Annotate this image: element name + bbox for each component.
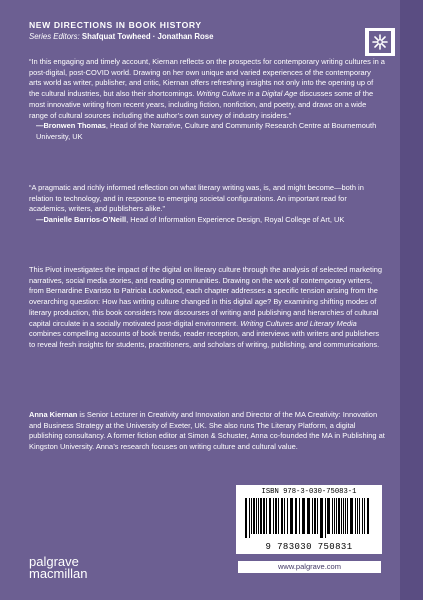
barcode-bar [325, 498, 326, 538]
quote1-text-a: “In this engaging and timely account, Kiernan reflects on the prospects for contemporary writing cultures in a post-digital, post-COVID world. Drawing on her own unique and varied experiences of the contemporary arts world as writer, publisher, and critic, Kiernan offers refreshing insights not only into the opening up of the cultural industries, but also their shortcomings. [29, 57, 385, 99]
barcode-box [236, 485, 382, 554]
author-bio [29, 410, 385, 453]
quote1-text-b: discusses some of the most innovative writing from recent years, including fiction, nonfiction, and poetry, and draws on a wide range of cultural sources including the author’s own survey of industry insiders.” [29, 89, 374, 120]
barcode-bar [284, 498, 285, 534]
barcode-bar [256, 498, 257, 534]
publisher-logo-line1: palgrave [29, 554, 79, 569]
barcode-bar [269, 498, 271, 534]
author-bio-text: is Senior Lecturer in Creativity and Innovation and Director of the MA Creativity: Innovation and Business Strategy at the University of Exeter, UK. She also runs The Literary Platform, a digital publishing consultancy. A former fiction editor at Simon & Schuster, Anna co-founded the MA in Publishing at Kingston University. Anna’s research focuses on writing culture and cultural value. [29, 410, 385, 452]
barcode-bar [347, 498, 348, 534]
quote2-attribution-role: , Head of Information Experience Design, Royal College of Art, UK [126, 215, 345, 225]
barcode-bar [355, 498, 356, 534]
series-editors-names: Shafquat Towheed · Jonathan Rose [81, 32, 214, 41]
barcode-bar [343, 498, 344, 534]
barcode-bar [295, 498, 297, 534]
pivot-badge [365, 28, 395, 56]
publisher-logo-line2: macmillan [29, 566, 88, 581]
barcode-bar [275, 498, 277, 534]
barcode-bar [307, 498, 310, 534]
barcode-bar [317, 498, 318, 534]
barcode-bar [290, 498, 293, 534]
barcode-bar [251, 498, 252, 534]
barcode-bar [253, 498, 255, 534]
spine-strip [400, 0, 423, 600]
pivot-star-icon [369, 31, 391, 53]
description-text-b: combines compelling accounts of book trends, reader reception, and interviews with writers and publishers to reveal fresh insights for students, practitioners, and scholars of writing, publishing, and communications. [29, 329, 380, 349]
quote1-attribution-name: —Bronwen Thomas [36, 121, 106, 131]
barcode-bar [260, 498, 262, 534]
barcode-digits: 9 783030 750831 [265, 542, 353, 552]
quote2-text: “A pragmatic and richly informed reflection on what literary writing was, is, and might become—both in relation to technology, and in response to emerging societal configurations. An important read for academics, writers, and publishers alike.” [29, 183, 364, 214]
description-text-a: This Pivot investigates the impact of the digital on literary culture through the analysis of selected marketing narratives, social media stories, and reading communities. Drawing on the work of contemporary writers, from Bernardine Evaristo to Patricia Lockwood, each chapter addresses a specific tension arising from the overarching question: How has writing culture changed in this digital age? By examining shifting modes of literary production, this book considers how discourses of writing and publishing and hierarchies of cultural capital circulate in a socially motivated post-digital environment. [29, 265, 383, 328]
barcode-bar [332, 498, 333, 534]
barcode-bar [320, 498, 323, 538]
barcode-bar [327, 498, 330, 534]
description-book-title: Writing Cultures and Literary Media [240, 318, 357, 328]
barcode-bar [341, 498, 342, 534]
barcode-bar [338, 498, 340, 534]
barcode-bar [287, 498, 288, 534]
isbn-label: ISBN 978-3-030-75083-1 [261, 488, 357, 496]
barcode-bar [334, 498, 335, 534]
barcode-bar [258, 498, 259, 534]
barcode-bar [273, 498, 274, 534]
author-name: Anna Kiernan [29, 410, 78, 419]
barcode-bar [245, 498, 247, 538]
barcode-bar [266, 498, 267, 534]
barcode-bar [345, 498, 346, 534]
barcode-bar [367, 498, 369, 534]
publisher-logo [29, 556, 88, 580]
series-editors [29, 32, 213, 41]
endorsement-quote-2 [29, 183, 385, 226]
barcode-bar [281, 498, 283, 534]
series-editors-label: Series Editors: [29, 32, 80, 41]
barcode-bar [302, 498, 305, 534]
barcode-bar [364, 498, 365, 534]
quote1-book-title: Writing Culture in a Digital Age [196, 89, 298, 99]
quote2-attribution-name: —Danielle Barrios-O’Neill [36, 215, 127, 225]
series-title: NEW DIRECTIONS IN BOOK HISTORY [29, 20, 202, 30]
barcode-bar [299, 498, 300, 534]
barcode-icon [243, 498, 375, 538]
barcode-bar [336, 498, 337, 534]
barcode-bar [357, 498, 358, 534]
barcode-bar [362, 498, 363, 534]
endorsement-quote-1 [29, 57, 385, 143]
publisher-website: www.palgrave.com [238, 561, 381, 573]
barcode-bar [249, 498, 250, 538]
barcode-bar [350, 498, 353, 534]
quote1-attribution-role: , Head of the Narrative, Culture and Community Research Centre at Bournemouth University, UK [36, 121, 377, 141]
barcode-bar [278, 498, 279, 534]
barcode-bar [312, 498, 313, 534]
book-description [29, 265, 385, 351]
barcode-bar [314, 498, 316, 534]
barcode-bar [263, 498, 265, 534]
barcode-bar [359, 498, 360, 534]
